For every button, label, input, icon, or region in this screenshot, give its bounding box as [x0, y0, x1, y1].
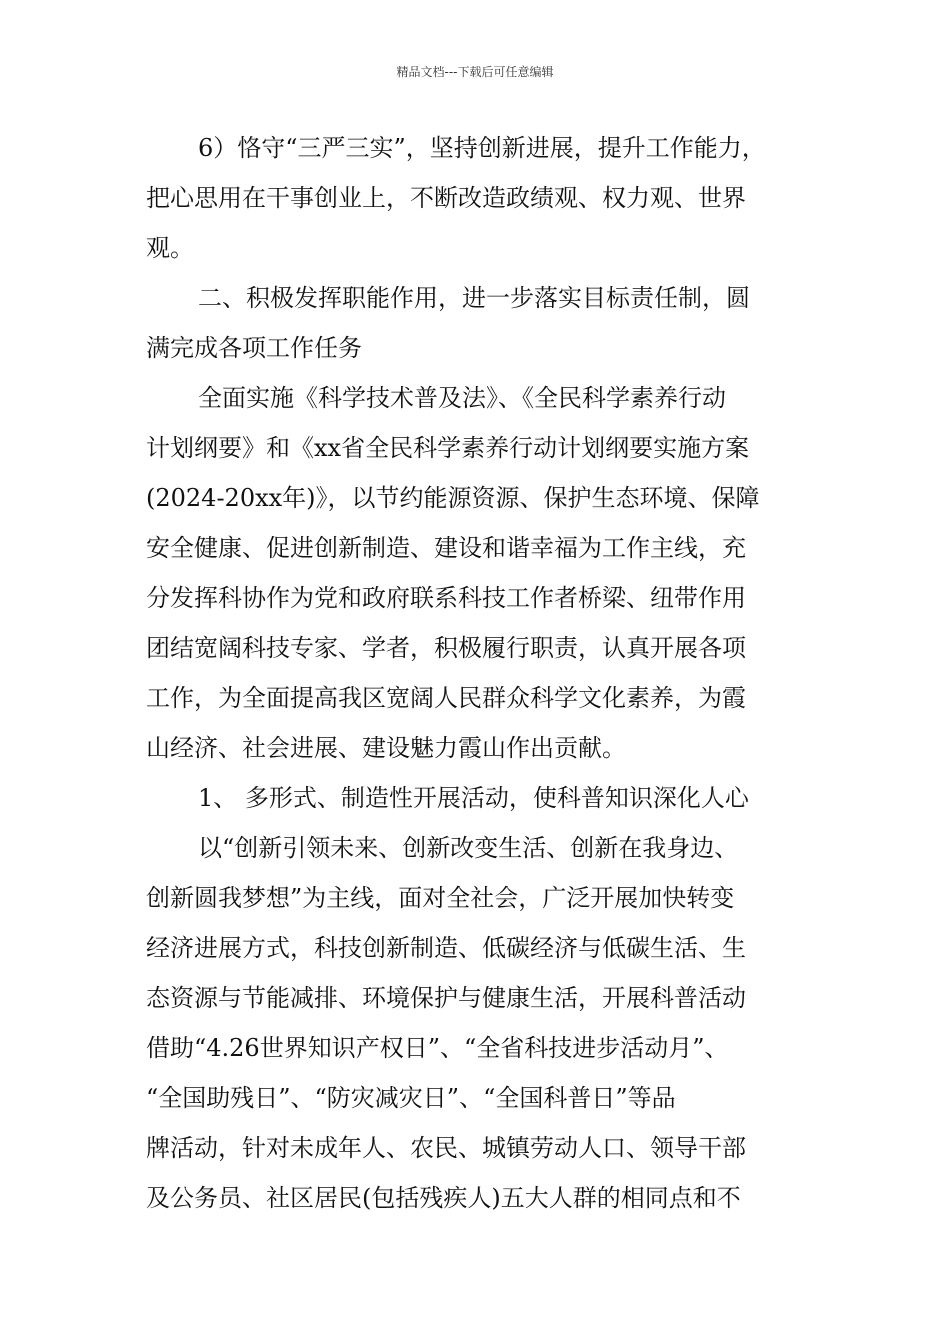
text-line: 以“创新引领未来、创新改变生活、创新在我身边、 — [198, 834, 739, 862]
text-line: 把心思用在干事创业上，不断改造政绩观、权力观、世界 — [146, 184, 746, 212]
subsection-heading-line: 1、 多形式、制造性开展活动，使科普知识深化人心 — [198, 784, 749, 812]
text-line: 团结宽阔科技专家、学者，积极履行职责，认真开展各项 — [146, 634, 746, 662]
text-line: (2024-20xx年)》，以节约能源资源、保护生态环境、保障 — [146, 484, 760, 512]
text-line: 山经济、社会进展、建设魅力霞山作出贡献。 — [146, 734, 626, 762]
text-line: 及公务员、社区居民(包括残疾人)五大人群的相同点和不 — [146, 1184, 741, 1212]
text-line: 借助“4.26世界知识产权日”、“全省科技进步活动月”、 — [146, 1034, 729, 1062]
text-line: 观。 — [146, 234, 194, 262]
text-line: 6）恪守“三严三实”，坚持创新进展，提升工作能力， — [198, 134, 766, 162]
section-heading-line: 二、积极发挥职能作用，进一步落实目标责任制，圆 — [198, 284, 750, 312]
section-heading-line: 满完成各项工作任务 — [146, 334, 362, 362]
text-line: 全面实施《科学技术普及法》、《全民科学素养行动 — [198, 384, 726, 412]
text-line: 态资源与节能减排、环境保护与健康生活，开展科普活动 — [146, 984, 746, 1012]
text-line: 工作，为全面提高我区宽阔人民群众科学文化素养，为霞 — [146, 684, 746, 712]
text-line: “全国助残日”、“防灾减灾日”、“全国科普日”等品 — [146, 1084, 676, 1112]
text-line: 经济进展方式，科技创新制造、低碳经济与低碳生活、生 — [146, 934, 746, 962]
document-body — [146, 128, 810, 1228]
text-line: 牌活动，针对未成年人、农民、城镇劳动人口、领导干部 — [146, 1134, 746, 1162]
text-line: 计划纲要》和《xx省全民科学素养行动计划纲要实施方案 — [146, 434, 750, 462]
page-header: 精品文档---下载后可任意编辑 — [396, 65, 554, 79]
text-line: 安全健康、促进创新制造、建设和谐幸福为工作主线，充 — [146, 534, 746, 562]
text-line: 创新圆我梦想”为主线，面对全社会，广泛开展加快转变 — [146, 884, 735, 912]
text-line: 分发挥科协作为党和政府联系科技工作者桥梁、纽带作用 — [146, 584, 746, 612]
